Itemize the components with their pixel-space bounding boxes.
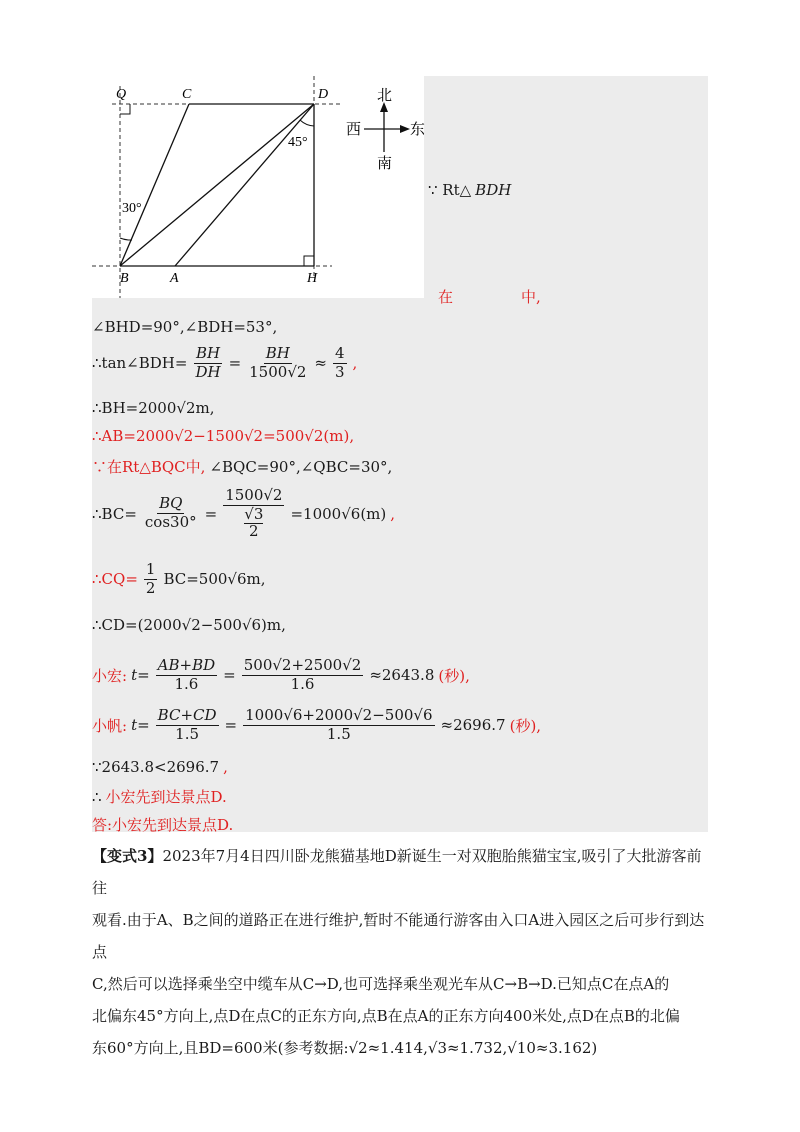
compass-south: 南: [377, 154, 393, 172]
line-cq: ∴CQ= $\frac{1}{2}$ BC=500√6m,: [92, 560, 266, 597]
label-d: D: [318, 87, 329, 102]
line-answer: 答:小宏先到达景点D.: [92, 816, 234, 834]
line-compare: ∵2643.8<2696.7 ,: [92, 758, 228, 776]
variant-problem: 【变式3】2023年7月4日四川卧龙熊猫基地D新诞生一对双胞胎熊猫宝宝,吸引了大批游客前往 观看.由于A、B之间的道路正在进行维护,暂时不能通行游客由入口A进入园区之后可步行到达点 C,然后可以选择乘坐空中缆车从C→D,也可选择乘坐观光车从C→B→D.已知点C在点A的 北偏东45°方向上,点D在点C的正东方向,点B在点A的正东方向400米处,点D在点B的北偏 东60°方向上,且BD=600米(参考数据:√2≈1.414,√3≈1.732,√10≈3.162): [92, 847, 705, 1057]
label-angle-45: 45°: [288, 135, 308, 150]
line-conclusion: ∴ 小宏先到达景点D.: [92, 787, 227, 806]
line-xiaohong: 小宏: t= $\frac{AB+BD}{1.6}$ = $\frac{500√2+2500√2}{1.6}$ ≈2643.8 (秒),: [92, 656, 470, 693]
line-in-mid: 在 中,: [438, 288, 541, 306]
line-cd: ∴CD=(2000√2−500√6)m,: [92, 616, 286, 634]
label-a: A: [170, 271, 179, 286]
line-bh: ∴BH=2000√2m,: [92, 399, 215, 417]
line-rt-bqc: ∵在Rt△BQC中, ∠BQC=90°,∠QBC=30°,: [92, 457, 393, 476]
compass-west: 西: [346, 120, 362, 138]
label-angle-30: 30°: [122, 201, 142, 216]
line-ab: ∴AB=2000√2−1500√2=500√2(m),: [92, 427, 355, 445]
compass-north: 北: [377, 86, 393, 104]
line-xiaofan: 小帆: t= $\frac{BC+CD}{1.5}$ = $\frac{1000√6+2000√2-500√6}{1.5}$ ≈2696.7 (秒),: [92, 706, 542, 743]
variant-tag: 【变式3】: [92, 847, 163, 865]
label-b: B: [120, 271, 129, 286]
line-tan: ∴tan∠BDH= $\frac{BH}{DH}$ = $\frac{BH}{1500√2}$ ≈ $\frac{4}{3}$ ,: [92, 344, 358, 381]
compass-east: 东: [410, 120, 426, 138]
line-rt-bdh: ∵ Rt△ BDH: [428, 181, 512, 199]
compass-rose: [344, 84, 434, 174]
label-q: Q: [116, 87, 127, 102]
line-bc: ∴BC= $\frac{BQ}{\cos 30^\circ}$ = 1500√2 √3 2 =1000√6(m) ,: [92, 486, 396, 540]
label-h: H: [307, 271, 318, 286]
label-c: C: [182, 87, 192, 102]
line-angles: ∠BHD=90°,∠BDH=53°,: [92, 318, 278, 336]
